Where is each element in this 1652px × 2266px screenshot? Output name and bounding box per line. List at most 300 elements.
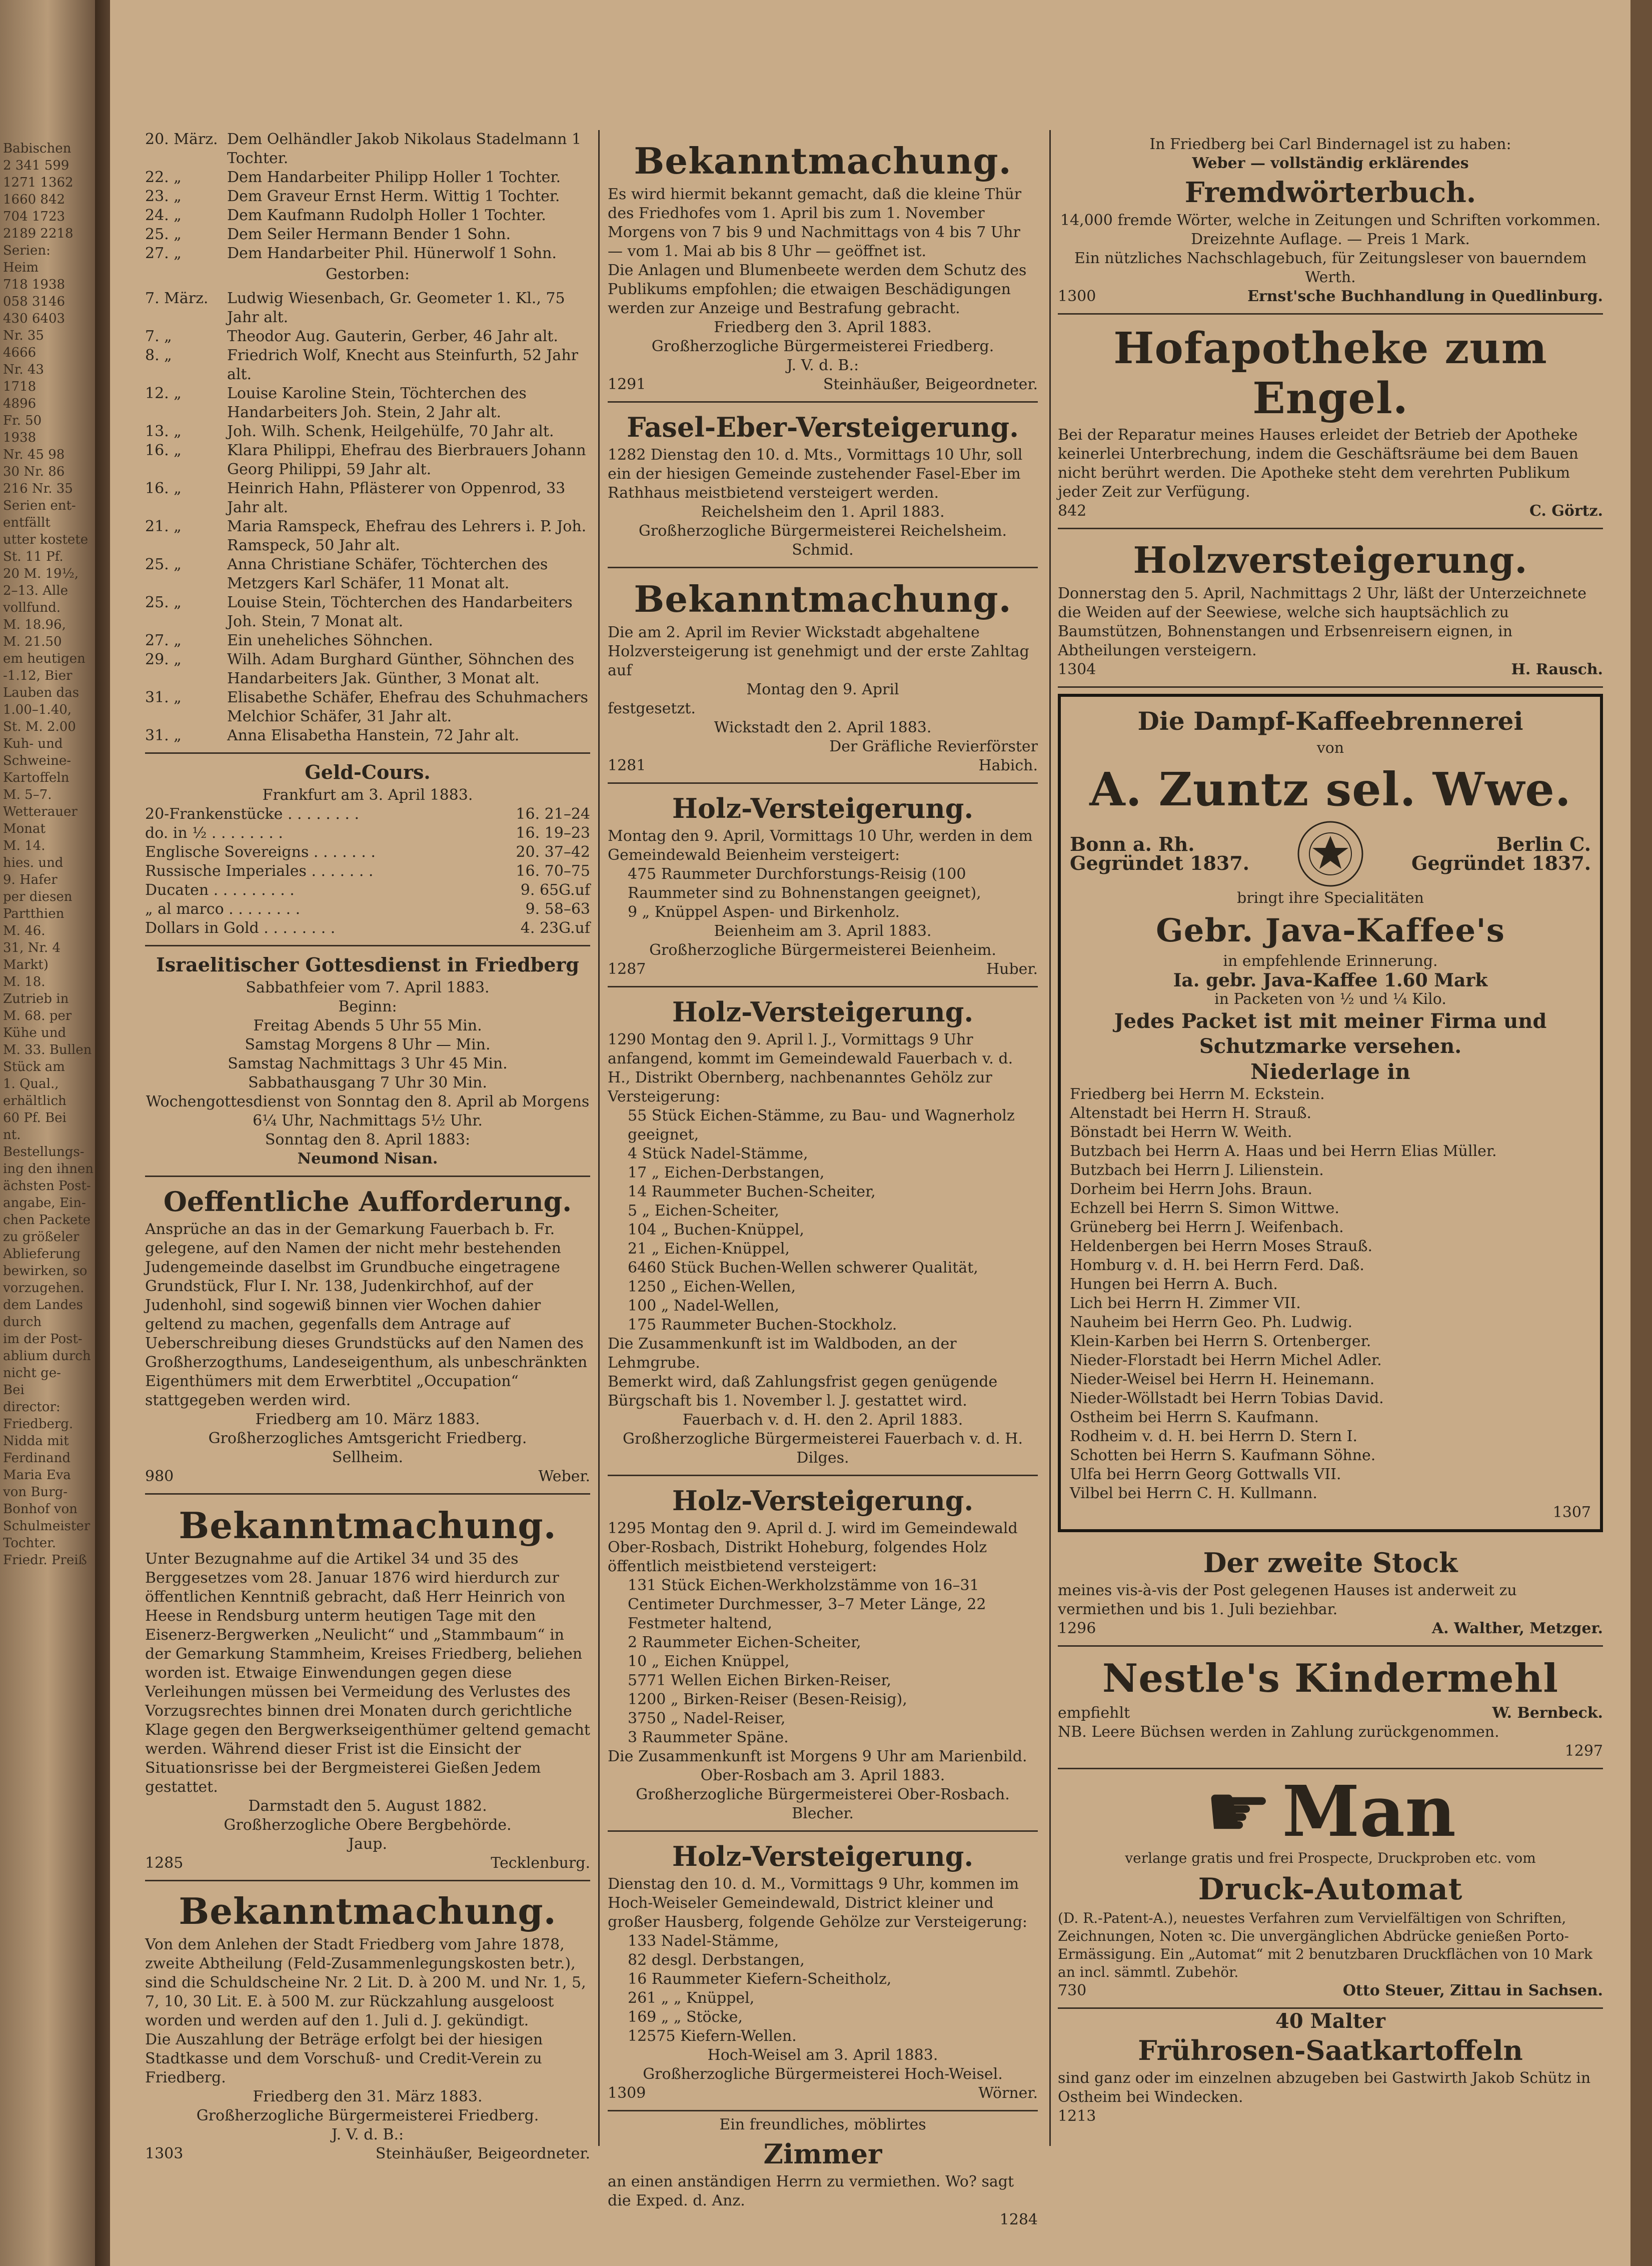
facing-page-fragment: M. 21.50 <box>3 634 62 649</box>
aufforderung-signer2: Weber. <box>538 1468 590 1485</box>
holz1-notice <box>608 784 1038 987</box>
facing-page-fragment: erhältlich <box>3 1093 67 1108</box>
facing-page-fragment: vollfund. <box>3 600 61 615</box>
facing-page-fragment: Partthien <box>3 906 65 921</box>
niederlage-entry: Altenstadt bei Herrn H. Strauß. <box>1070 1104 1312 1122</box>
ad-number: 980 <box>145 1468 174 1485</box>
holz5-title: Holzversteigerung. <box>1133 539 1528 581</box>
register-entry <box>145 441 590 479</box>
holz-item: 1200 „ Birken-Reiser (Besen-Reisig), <box>628 1691 907 1708</box>
register-text: Klara Philippi, Ehefrau des Bierbrauers Johann Georg Philippi, 59 Jahr alt. <box>227 442 586 478</box>
facing-page-fragment: 31, Nr. 4 <box>3 940 61 955</box>
zweiter-stock-ad <box>1058 1538 1603 1647</box>
niederlage-entry: Grüneberg bei Herrn J. Weifenbach. <box>1070 1219 1344 1236</box>
bergbau-notice <box>145 1495 590 1881</box>
wickstadt-notice <box>608 568 1038 784</box>
stock-title: Der zweite Stock <box>1203 1547 1458 1579</box>
facing-page-fragment: M. 18. <box>3 974 46 989</box>
anlehen-body: Von dem Anlehen der Stadt Friedberg vom Jahre 1878, zweite Abtheilung (Feld-Zusammenlegungskosten betr.), sind die Schuldscheine Nr. 2 Lit. D. à 200 M. und Nr. 1, 5, 7, 10, 30 Lit. E. à 500 M. zur Rückzahlung ausgeloost worden und werden auf den 1. Juli d. J. gekündigt. <box>145 1936 586 2029</box>
holz-item: 5 „ Eichen-Scheiter, <box>628 1202 779 1220</box>
register-date: 21. „ <box>145 518 182 535</box>
zuntz-von: von <box>1316 739 1344 757</box>
niederlage-entry: Friedberg bei Herrn M. Eckstein. <box>1070 1085 1325 1103</box>
holz2-title: Holz-Versteigerung. <box>672 996 974 1028</box>
gottesdienst-notice <box>145 946 590 1177</box>
gottesdienst-line: Sabbathausgang 7 Uhr 30 Min. <box>248 1074 487 1091</box>
niederlage-entry: Butzbach bei Herrn J. Lilienstein. <box>1070 1162 1324 1179</box>
niederlage-entry: Nieder-Florstadt bei Herrn Michel Adler. <box>1070 1352 1382 1369</box>
holz-item: 169 „ „ Stöcke, <box>628 2008 743 2026</box>
column-2 <box>608 130 1038 2228</box>
ad-number: 730 <box>1058 1982 1087 1999</box>
holz-item: 55 Stück Eichen-Stämme, zu Bau- und Wagnerholz geeignet, <box>628 1107 1015 1144</box>
facing-page-fragment: ächsten Post- <box>3 1179 91 1194</box>
holzversteigerung-ad <box>1058 529 1603 688</box>
register-text: Heinrich Hahn, Pflästerer von Oppenrod, 33 Jahr alt. <box>227 480 566 516</box>
fremd-title: Fremdwörterbuch. <box>1184 176 1476 209</box>
niederlage-entry: Schotten bei Herrn S. Kaufmann Söhne. <box>1070 1447 1376 1464</box>
niederlage-entry: Hungen bei Herrn A. Buch. <box>1070 1276 1278 1293</box>
register-date: 16. „ <box>145 480 182 497</box>
niederlage-entry: Dorheim bei Herrn Johs. Braun. <box>1070 1181 1312 1198</box>
facing-page-fragment: 430 6403 <box>3 311 66 326</box>
zimmer-notice <box>608 2111 1038 2229</box>
bergbau-title: Bekanntmachung. <box>179 1504 557 1547</box>
gottesdienst-line: Samstag Nachmittags 3 Uhr 45 Min. <box>228 1055 508 1072</box>
facing-page-fragment: im der Post- <box>3 1332 83 1347</box>
geld-cours-value: 9. 58–63 <box>525 900 590 918</box>
niederlage-entry: Lich bei Herrn H. Zimmer VII. <box>1070 1295 1301 1312</box>
register-entry <box>145 346 590 384</box>
holz-item: 82 desgl. Derbstangen, <box>628 1951 805 1969</box>
register-entry <box>145 225 590 244</box>
zuntz-founded1: Gegründet 1837. <box>1070 852 1249 874</box>
register-entry <box>145 479 590 517</box>
facing-page-fragment: 1938 <box>3 430 37 445</box>
register-entry <box>145 555 590 593</box>
geld-cours-label: Englische Sovereigns . . . . . . . <box>145 843 376 861</box>
fremd-sub: Weber — vollständig erklärendes <box>1192 155 1469 172</box>
register-text: Louise Stein, Töchterchen des Handarbeiters Joh. Stein, 7 Monat alt. <box>227 594 573 630</box>
facing-page-fragment: 1.00–1.40, <box>3 702 72 717</box>
bergbau-body: Unter Bezugnahme auf die Artikel 34 und 35 des Berggesetzes vom 28. Januar 1876 wird hierdurch zur öffentlichen Kenntniß gebracht, daß Herr Heinrich von Heese in Rendsburg unterm heutigen Tage mit den Eisenerz-Bergwerken „Neulicht“ und „Stammbaum“ in der Gemarkung Stammheim, Kreises Friedberg, beliehen worden ist. Etwaige Einwendungen gegen diese Verleihungen müssen bei Vermeidung des Verlustes des Vorzugsrechtes binnen drei Monaten durch gerichtliche Klage gegen den Bergwerkseigenthümer geltend gemacht werden. Während dieser Frist ist die Einsicht der Situationsrisse bei der Bergmeisterei Gießen Jedem gestattet. <box>145 1550 590 1796</box>
aufforderung-authority: Großherzogliches Amtsgericht Friedberg. <box>208 1430 527 1447</box>
holz4-body: Dienstag den 10. d. M., Vormittags 9 Uhr, kommen im Hoch-Weiseler Gemeindewald, District kleiner und großer Hausberg, folgende Gehölze zur Versteigerung: <box>608 1875 1028 1931</box>
zimmer-title: Zimmer <box>763 2138 882 2170</box>
facing-page-fragment: nicht ge- <box>3 1366 61 1381</box>
holz-item: 133 Nadel-Stämme, <box>628 1932 779 1950</box>
gottesdienst-line: Beginn: <box>338 998 397 1015</box>
register-text: Friedrich Wolf, Knecht aus Steinfurth, 52 Jahr alt. <box>227 347 578 383</box>
register-entry <box>145 688 590 726</box>
facing-page-fragment: nt. <box>3 1127 21 1143</box>
register-text: Anna Christiane Schäfer, Töchterchen des Metzgers Karl Schäfer, 11 Monat alt. <box>227 556 548 592</box>
gottesdienst-line: Sonntag den 8. April 1883: <box>265 1131 471 1149</box>
facing-page-fragment: M. 68. per <box>3 1008 72 1023</box>
holz-item: 6460 Stück Buchen-Wellen schwerer Qualität, <box>628 1259 978 1277</box>
holz4-date: Hoch-Weisel am 3. April 1883. <box>707 2046 938 2064</box>
fasel-signer: Schmid. <box>792 541 854 559</box>
facing-page-fragment: Bei <box>3 1383 25 1398</box>
facing-page-fragment: ablium durch <box>3 1349 91 1364</box>
druck-man: Man <box>1282 1771 1456 1853</box>
ad-number: 1296 <box>1058 1620 1096 1637</box>
geld-cours-row <box>145 900 590 919</box>
register-text: Joh. Wilh. Schenk, Heilgehülfe, 70 Jahr alt. <box>227 423 554 440</box>
holz-item: 100 „ Nadel-Wellen, <box>628 1297 780 1315</box>
ad-number: 1287 <box>608 960 646 978</box>
anlehen-signer: Steinhäußer, Beigeordneter. <box>375 2145 590 2162</box>
anlehen-authority: Großherzogliche Bürgermeisterei Friedberg. <box>196 2107 539 2124</box>
holz-item: 3750 „ Nadel-Reiser, <box>628 1710 786 1727</box>
holz2-date: Fauerbach v. d. H. den 2. April 1883. <box>682 1411 963 1429</box>
facing-page-fragment: zu größeler <box>3 1230 80 1245</box>
facing-page-fragment: Kühe und <box>3 1025 67 1040</box>
facing-page-fragment: bewirken, so <box>3 1264 88 1279</box>
friedhof-date: Friedberg den 3. April 1883. <box>714 319 932 336</box>
facing-page-fragment: Nidda mit <box>3 1434 69 1449</box>
facing-page-fragment: Fr. 50 <box>3 413 42 428</box>
register-date: 24. „ <box>145 207 182 224</box>
facing-page-fragment: Bestellungs- <box>3 1145 85 1160</box>
kartoffeln-ad <box>1058 2009 1603 2126</box>
zuntz-bringt: bringt ihre Specialitäten <box>1237 889 1424 907</box>
register-date: 12. „ <box>145 385 182 402</box>
zuntz-niederlage: Niederlage in <box>1250 1059 1410 1084</box>
facing-page-fragment: em heutigen <box>3 651 86 666</box>
facing-page-fragment: von Burg- <box>3 1485 68 1500</box>
deaths-heading: Gestorben: <box>326 266 410 283</box>
holz1-authority: Großherzogliche Bürgermeisterei Beienheim. <box>649 941 996 959</box>
niederlage-entry: Homburg v. d. H. bei Herrn Ferd. Daß. <box>1070 1257 1364 1274</box>
facing-page-edge <box>0 0 95 2266</box>
geld-cours-row <box>145 805 590 824</box>
register-text: Dem Handarbeiter Philipp Holler 1 Tochter. <box>227 169 561 186</box>
register-text: Ludwig Wiesenbach, Gr. Geometer 1. Kl., 75 Jahr alt. <box>227 290 565 326</box>
zuntz-packet-note: Jedes Packet ist mit meiner Firma und Schutzmarke versehen. <box>1114 1009 1547 1058</box>
facing-page-fragment: M. 5–7. <box>3 787 52 802</box>
register-text: Dem Handarbeiter Phil. Hünerwolf 1 Sohn. <box>227 245 557 262</box>
geld-cours-label: Dollars in Gold . . . . . . . . <box>145 919 336 937</box>
niederlage-entry: Nieder-Wöllstadt bei Herrn Tobias David. <box>1070 1390 1384 1407</box>
fasel-notice <box>608 403 1038 568</box>
facing-page-fragment: Zutrieb in <box>3 991 69 1006</box>
geld-cours-row <box>145 843 590 862</box>
niederlage-entry: Echzell bei Herrn S. Simon Wittwe. <box>1070 1200 1339 1217</box>
register-date: 31. „ <box>145 689 182 706</box>
holz-item: 9 „ Knüppel Aspen- und Birkenholz. <box>628 903 900 921</box>
ad-number: 842 <box>1058 502 1087 520</box>
ad-number: 1282 <box>608 446 646 464</box>
register-date: 20. März. <box>145 131 218 148</box>
holz5-body: Donnerstag den 5. April, Nachmittags 2 Uhr, läßt der Unterzeichnete die Weiden auf der Seewiese, welche sich hauptsächlich zu Baumstützen, Bohnenstangen und Erbsenreisern eignen, in Abtheilungen versteigern. <box>1058 585 1587 659</box>
geld-cours-date: Frankfurt am 3. April 1883. <box>262 786 473 804</box>
geld-cours-row <box>145 862 590 881</box>
facing-page-fragment: durch <box>3 1315 42 1330</box>
niederlage-entry: Ostheim bei Herrn S. Kaufmann. <box>1070 1409 1319 1426</box>
bergbau-signer2: Tecklenburg. <box>491 1854 590 1872</box>
ad-number: 1281 <box>608 757 646 774</box>
zuntz-price: Ia. gebr. Java-Kaffee 1.60 Mark <box>1173 970 1488 991</box>
register-text: Dem Seiler Hermann Bender 1 Sohn. <box>227 226 511 243</box>
facing-page-fragment: chen Packete <box>3 1213 91 1228</box>
holz1-body: Montag den 9. April, Vormittags 10 Uhr, werden in dem Gemeindewald Beienheim versteigert: <box>608 827 1033 864</box>
holz-item: 12575 Kiefern-Wellen. <box>628 2027 797 2045</box>
facing-page-fragment: hies. und <box>3 855 64 870</box>
facing-page-fragment: 60 Pf. Bei <box>3 1110 67 1125</box>
register-date: 23. „ <box>145 188 182 205</box>
holz-item: 17 „ Eichen-Derbstangen, <box>628 1164 825 1182</box>
niederlage-entry: Nieder-Weisel bei Herrn H. Heinemann. <box>1070 1371 1375 1388</box>
ad-number: 1309 <box>608 2084 646 2102</box>
facing-page-fragment: angabe, Ein- <box>3 1196 86 1211</box>
facing-page-fragment: Nr. 35 <box>3 328 44 343</box>
hofapotheke-ad <box>1058 315 1603 529</box>
nestle-title: Nestle's Kindermehl <box>1102 1656 1558 1701</box>
facing-page-fragment: Lauben das <box>3 685 80 700</box>
facing-page-fragment: 4896 <box>3 396 37 411</box>
geld-cours-label: „ al marco . . . . . . . . <box>145 900 301 918</box>
register-text: Maria Ramspeck, Ehefrau des Lehrers i. P. Joh. Ramspeck, 50 Jahr alt. <box>227 518 587 554</box>
zuntz-product: Gebr. Java-Kaffee's <box>1156 912 1505 949</box>
holz1-items <box>608 865 1038 922</box>
holz-item: 3 Raummeter Späne. <box>628 1729 789 1746</box>
gottesdienst-line: Neumond Nisan. <box>297 1150 438 1168</box>
gottesdienst-line: Samstag Morgens 8 Uhr — Min. <box>245 1036 491 1053</box>
holz-item: 5771 Wellen Eichen Birken-Reiser, <box>628 1672 892 1689</box>
gottesdienst-lines <box>145 978 590 1169</box>
stock-body: meines vis-à-vis der Post gelegenen Hauses ist anderweit zu vermiethen und bis 1. Juli beziehbar. <box>1058 1582 1517 1618</box>
facing-page-fragment: M. 33. Bullen <box>3 1042 92 1057</box>
facing-page-fragment: Friedberg. <box>3 1417 74 1432</box>
facing-page-fragment: Friedr. Preiß <box>3 1553 87 1568</box>
zuntz-places <box>1070 1085 1591 1503</box>
holz-item: 261 „ „ Knüppel, <box>628 1989 755 2007</box>
holz-item: 14 Raummeter Buchen-Scheiter, <box>628 1183 876 1201</box>
register-date: 7. „ <box>145 328 172 345</box>
fremd-pre: In Friedberg bei Carl Bindernagel ist zu haben: <box>1149 136 1511 153</box>
zuntz-erinnerung: in empfehlende Erinnerung. <box>1223 952 1438 970</box>
zimmer-body: an einen anständigen Herrn zu vermiethen. Wo? sagt die Exped. d. Anz. <box>608 2173 1014 2209</box>
geld-cours-row <box>145 919 590 938</box>
facing-page-fragment: entfällt <box>3 515 51 530</box>
niederlage-entry: Butzbach bei Herrn A. Haas und bei Herrn Elias Müller. <box>1070 1143 1497 1160</box>
register-text: Anna Elisabetha Hanstein, 72 Jahr alt. <box>227 727 520 744</box>
anlehen-vbd: J. V. d. B.: <box>331 2126 404 2143</box>
register-entry <box>145 517 590 555</box>
register-text: Louise Karoline Stein, Töchterchen des Handarbeiters Joh. Stein, 2 Jahr alt. <box>227 385 527 421</box>
book-gutter <box>95 0 110 2266</box>
ad-number: 1295 <box>608 1520 646 1537</box>
register-entry <box>145 422 590 441</box>
zuntz-city2: Berlin C. <box>1496 833 1591 855</box>
friedhof-body: Es wird hiermit bekannt gemacht, daß die kleine Thür des Friedhofes vom 1. April bis zum 1. November Morgens von 7 bis 9 und Nachmittags von 4 bis 7 Uhr — vom 1. Mai ab bis 8 Uhr — geöffnet ist. <box>608 186 1022 260</box>
zuntz-founded2: Gegründet 1837. <box>1411 852 1591 874</box>
geld-cours-label: do. in ½ . . . . . . . . <box>145 824 283 842</box>
facing-page-fragment: Schulmeister <box>3 1519 91 1534</box>
holz2-items <box>608 1106 1038 1335</box>
register-date: 13. „ <box>145 423 182 440</box>
wickstadt-signer: Habich. <box>978 757 1038 774</box>
kartoffeln-title: Frührosen-Saatkartoffeln <box>1138 2034 1523 2066</box>
register-entry <box>145 726 590 745</box>
register-entry <box>145 244 590 263</box>
book-edge <box>1630 0 1652 2266</box>
facing-page-fragment: Stück am <box>3 1059 65 1074</box>
friedhof-notice <box>608 130 1038 403</box>
ad-number: 1285 <box>145 1854 184 1872</box>
holz4-signer: Wörner. <box>978 2084 1038 2102</box>
wickstadt-day: Montag den 9. April <box>746 681 899 698</box>
bergbau-date: Darmstadt den 5. August 1882. <box>248 1797 487 1815</box>
geld-cours-value: 16. 21–24 <box>516 805 590 823</box>
ad-number: 1213 <box>1058 2107 1096 2125</box>
friedhof-title: Bekanntmachung. <box>634 140 1012 182</box>
aufforderung-date: Friedberg am 10. März 1883. <box>255 1411 480 1428</box>
anlehen-body2: Die Auszahlung der Beträge erfolgt bei der hiesigen Stadtkasse und dem Vorschuß- und Credit-Verein zu Friedberg. <box>145 2031 543 2086</box>
holz-item: 131 Stück Eichen-Werkholzstämme von 16–31 Centimeter Durchmesser, 3–7 Meter Länge, 22 Festmeter haltend, <box>628 1577 986 1632</box>
facing-page-fragment: 1660 842 <box>3 192 66 207</box>
holz4-items <box>608 1932 1038 2046</box>
gottesdienst-line: Sabbathfeier vom 7. April 1883. <box>246 979 490 996</box>
fremd-body: 14,000 fremde Wörter, welche in Zeitungen und Schriften vorkommen. <box>1060 212 1601 229</box>
register-entry <box>145 168 590 187</box>
holz1-title: Holz-Versteigerung. <box>672 792 974 824</box>
holz2-body: Montag den 9. April l. J., Vormittags 9 Uhr anfangend, kommt im Gemeindewald Fauerbach v. d. H., Distrikt Obernberg, nachbenanntes Gehölz zur Versteigerung: <box>608 1031 1013 1105</box>
register-entry <box>145 593 590 631</box>
geld-cours-notice <box>145 754 590 946</box>
facing-page-fragment: 216 Nr. 35 <box>3 481 73 496</box>
births-register <box>145 130 590 263</box>
facing-page-fragment: 30 Nr. 86 <box>3 464 65 479</box>
niederlage-entry: Klein-Karben bei Herrn S. Ortenberger. <box>1070 1333 1371 1350</box>
register-date: 8. „ <box>145 347 172 364</box>
facing-page-fragment: Babischen <box>3 141 72 156</box>
facing-page-fragment: director: <box>3 1400 61 1415</box>
register-text: Wilh. Adam Burghard Günther, Söhnchen des Handarbeiters Jak. Günther, 3 Monat alt. <box>227 651 575 687</box>
facing-page-fragment: Heim <box>3 260 39 275</box>
zimmer-pre: Ein freundliches, möblirtes <box>719 2116 926 2133</box>
hof-title: Hofapotheke zum Engel. <box>1113 323 1547 424</box>
facing-page-fragment: M. 46. <box>3 923 46 938</box>
register-date: 31. „ <box>145 727 182 744</box>
pointing-hand-icon: ☛ <box>1205 1768 1272 1855</box>
anlehen-notice <box>145 1881 590 2163</box>
column-rule <box>1049 130 1051 2146</box>
facing-page-fragment: 1271 1362 <box>3 175 74 190</box>
facing-page-fragment: 2189 2218 <box>3 226 74 241</box>
geld-cours-title: Geld-Cours. <box>305 761 431 783</box>
holz1-signer: Huber. <box>986 960 1038 978</box>
register-date: 27. „ <box>145 632 182 649</box>
fremd-publisher: Ernst'sche Buchhandlung in Quedlinburg. <box>1247 288 1603 305</box>
holz1-date: Beienheim am 3. April 1883. <box>714 922 932 940</box>
geld-cours-row <box>145 824 590 843</box>
holz4-title: Holz-Versteigerung. <box>672 1840 974 1872</box>
niederlage-entry: Nauheim bei Herrn Geo. Ph. Ludwig. <box>1070 1314 1353 1331</box>
register-text: Ein uneheliches Söhnchen. <box>227 632 433 649</box>
ad-number: 1291 <box>608 376 646 393</box>
druck-automat-ad <box>1058 1769 1603 2009</box>
holz-item: 475 Raummeter Durchforstungs-Reisig (100 Raummeter sind zu Bohnenstangen geeignet), <box>628 865 981 902</box>
holz5-signer: H. Rausch. <box>1511 661 1603 678</box>
facing-page-fragment: -1.12, Bier <box>3 668 73 683</box>
geld-cours-value: 16. 70–75 <box>516 862 590 880</box>
nestle-empfiehlt: empfiehlt <box>1058 1704 1130 1722</box>
niederlage-entry: Ulfa bei Herrn Georg Gottwalls VII. <box>1070 1466 1341 1483</box>
schutzmarke-logo <box>1295 819 1365 889</box>
wickstadt-authority: Der Gräfliche Revierförster <box>829 738 1038 755</box>
holz2-authority: Großherzogliche Bürgermeisterei Fauerbach v. d. H. <box>623 1430 1023 1448</box>
register-date: 27. „ <box>145 245 182 262</box>
fremd-body2: Ein nützliches Nachschlagebuch, für Zeitungsleser von bauerndem Werth. <box>1074 250 1587 286</box>
register-entry <box>145 631 590 650</box>
ad-number: 1300 <box>1058 288 1096 305</box>
holz3-signer: Blecher. <box>792 1805 854 1822</box>
facing-page-fragment: Markt) <box>3 957 49 972</box>
niederlage-entry: Rodheim v. d. H. bei Herrn D. Stern I. <box>1070 1428 1358 1445</box>
hof-body: Bei der Reparatur meines Hauses erleidet der Betrieb der Apotheke keinerlei Unterbrechung, indem die Geschäftsräume bei dem Bauen nicht berührt werden. Die Apotheke steht dem verehrten Publikum jeder Zeit zur Verfügung. <box>1058 426 1578 501</box>
deaths-register <box>145 284 590 754</box>
holz-item: 175 Raummeter Buchen-Stockholz. <box>628 1316 897 1334</box>
friedhof-vbd: J. V. d. B.: <box>786 357 859 374</box>
register-entry <box>145 187 590 206</box>
wickstadt-title: Bekanntmachung. <box>634 578 1012 620</box>
register-text: Theodor Aug. Gauterin, Gerber, 46 Jahr alt. <box>227 328 558 345</box>
column-1 <box>145 130 590 2162</box>
fasel-date: Reichelsheim den 1. April 1883. <box>701 503 945 521</box>
register-entry <box>145 650 590 688</box>
facing-page-fragment: 2 341 599 <box>3 158 70 173</box>
register-date: 7. März. <box>145 290 209 307</box>
zuntz-packets: in Packeten von ½ und ¼ Kilo. <box>1214 990 1446 1008</box>
niederlage-entry: Heldenbergen bei Herrn Moses Strauß. <box>1070 1238 1373 1255</box>
facing-page-fragments <box>3 140 92 1569</box>
register-text: Dem Graveur Ernst Herm. Wittig 1 Tochter. <box>227 188 560 205</box>
column-rule <box>598 130 600 2146</box>
holz3-items <box>608 1576 1038 1747</box>
facing-page-fragment: per diesen <box>3 889 73 904</box>
facing-page-fragment: Ferdinand <box>3 1451 71 1466</box>
register-date: 22. „ <box>145 169 182 186</box>
aufforderung-title: Oeffentliche Aufforderung. <box>163 1186 572 1218</box>
facing-page-fragment: 4666 <box>3 345 37 360</box>
facing-page-fragment: 058 3146 <box>3 294 66 309</box>
niederlage-entry: Bönstadt bei Herrn W. Weith. <box>1070 1123 1292 1141</box>
facing-page-fragment: St. 11 Pf. <box>3 549 64 564</box>
facing-page-fragment: Maria Eva <box>3 1468 71 1483</box>
holz2-body3: Bemerkt wird, daß Zahlungsfrist gegen genügende Bürgschaft bis 1. November l. J. gestattet wird. <box>608 1373 998 1410</box>
stock-signer: A. Walther, Metzger. <box>1431 1620 1603 1637</box>
druck-line1: verlange gratis und frei Prospecte, Druckproben etc. vom <box>1125 1850 1536 1866</box>
facing-page-fragment: M. 14. <box>3 838 46 853</box>
register-entry <box>145 384 590 422</box>
fasel-title: Fasel-Eber-Versteigerung. <box>627 411 1019 443</box>
holz-item: 1250 „ Eichen-Wellen, <box>628 1278 796 1296</box>
register-text: Dem Oelhändler Jakob Nikolaus Stadelmann 1 Tochter. <box>227 131 582 167</box>
holz-item: 21 „ Eichen-Knüppel, <box>628 1240 790 1258</box>
facing-page-fragment: 704 1723 <box>3 209 66 224</box>
facing-page-fragment: utter kostete <box>3 532 89 547</box>
register-date: 25. „ <box>145 594 182 611</box>
fasel-body: Dienstag den 10. d. Mts., Vormittags 10 Uhr, soll ein der hiesigen Gemeinde zustehender Fasel-Eber im Rathhaus meistbietend versteigert werden. <box>608 446 1023 502</box>
geld-cours-value: 20. 37–42 <box>516 843 590 861</box>
ad-number: 1284 <box>999 2211 1038 2228</box>
facing-page-fragment: 1718 <box>3 379 37 394</box>
holz3-notice <box>608 1476 1038 1832</box>
facing-page-fragment: 20 M. 19½, <box>3 566 79 581</box>
holz-item: 16 Raummeter Kiefern-Scheitholz, <box>628 1970 892 1988</box>
